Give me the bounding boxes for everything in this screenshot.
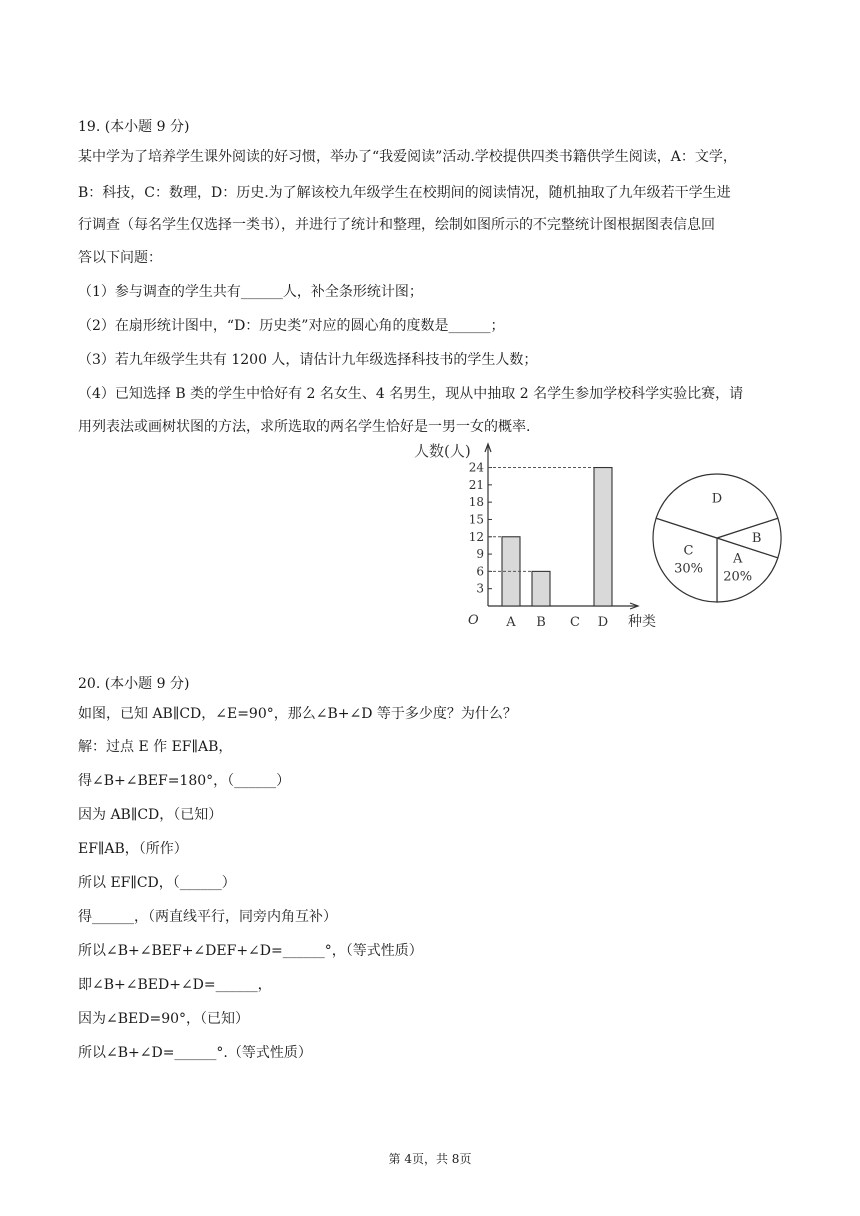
q19-header: 19. (本小题 9 分) [78, 119, 190, 135]
q19-item-1: （1）参与调查的学生共有______人，补全条形统计图； [78, 284, 423, 300]
q19-item-2: （2）在扇形统计图中，“D：历史类”对应的圆心角的度数是______； [78, 318, 505, 334]
pie-label-D: D [711, 491, 723, 507]
q20-line-7: 得______，（两直线平行，同旁内角互补） [78, 909, 337, 925]
x-axis-label: 种类 [628, 614, 656, 630]
q20-header: 20. (本小题 9 分) [78, 676, 190, 692]
x-tick-label-C: C [570, 615, 580, 630]
q20-line-8: 所以∠B+∠BEF+∠DEF+∠D=______°，（等式性质） [78, 943, 423, 959]
q19-stem-line-1: 某中学为了培养学生课外阅读的好习惯，举办了“我爱阅读”活动.学校提供四类书籍供学生阅读，A：文学， [78, 149, 737, 165]
q20-line-1: 如图，已知 AB∥CD，∠E=90°，那么∠B+∠D 等于多少度？为什么？ [78, 706, 517, 722]
bar-B [532, 571, 550, 606]
q19-item-3: （3）若九年级学生共有 1200 人，请估计九年级选择科技书的学生人数； [78, 352, 538, 368]
q20-line-2: 解：过点 E 作 EF∥AB， [78, 739, 233, 755]
pie-percent-C: 30% [674, 561, 703, 577]
statistics-figure [408, 436, 788, 636]
y-tick-label: 15 [468, 512, 484, 527]
y-tick-label: 9 [476, 547, 484, 562]
q20-line-5: EF∥AB，（所作） [78, 841, 188, 857]
bar-D [594, 468, 612, 606]
q19-stem-line-4: 答以下问题： [78, 250, 162, 266]
q20-line-9: 即∠B+∠BED+∠D=______， [78, 977, 272, 993]
q20-line-6: 所以 EF∥CD，（______） [78, 875, 236, 891]
y-tick-label: 18 [468, 495, 484, 510]
bar-chart [414, 442, 656, 630]
y-tick-label: 6 [476, 564, 484, 579]
q19-stem-line-2: B：科技，C：数理，D：历史.为了解该校九年级学生在校期间的阅读情况，随机抽取了九年级若干学生进 [78, 185, 731, 201]
y-tick-label: 24 [468, 460, 484, 475]
x-tick-label-A: A [506, 615, 516, 630]
x-tick-label-B: B [536, 615, 546, 630]
pie-label-A: A [732, 551, 743, 567]
page-footer: 第 4页，共 8页 [388, 1152, 472, 1166]
q19-item-4: （4）已知选择 B 类的学生中恰好有 2 名女生、4 名男生，现从中抽取 2 名学生参加学校科学实验比赛，请 [78, 386, 744, 402]
q20-line-10: 因为∠BED=90°，（已知） [78, 1011, 250, 1027]
pie-label-C: C [683, 543, 694, 559]
q20-line-11: 所以∠B+∠D=______°.（等式性质） [78, 1045, 312, 1061]
y-axis-label: 人数(人) [414, 442, 471, 460]
y-tick-label: 12 [468, 529, 484, 544]
pie-chart [653, 474, 781, 602]
pie-label-B: B [751, 531, 762, 546]
x-tick-label-D: D [597, 615, 609, 630]
q19-item-4-cont: 用列表法或画树状图的方法，求所选取的两名学生恰好是一男一女的概率. [78, 419, 531, 435]
q20-line-4: 因为 AB∥CD，（已知） [78, 807, 223, 823]
pie-percent-A: 20% [723, 569, 753, 585]
y-tick-label: 21 [468, 477, 484, 492]
y-tick-label: 3 [476, 581, 484, 596]
origin-label: O [468, 613, 479, 628]
q20-line-3: 得∠B+∠BEF=180°，（______） [78, 773, 291, 789]
q19-stem-line-3: 行调查（每名学生仅选择一类书），并进行了统计和整理，绘制如图所示的不完整统计图根据图表信息回 [78, 217, 715, 233]
